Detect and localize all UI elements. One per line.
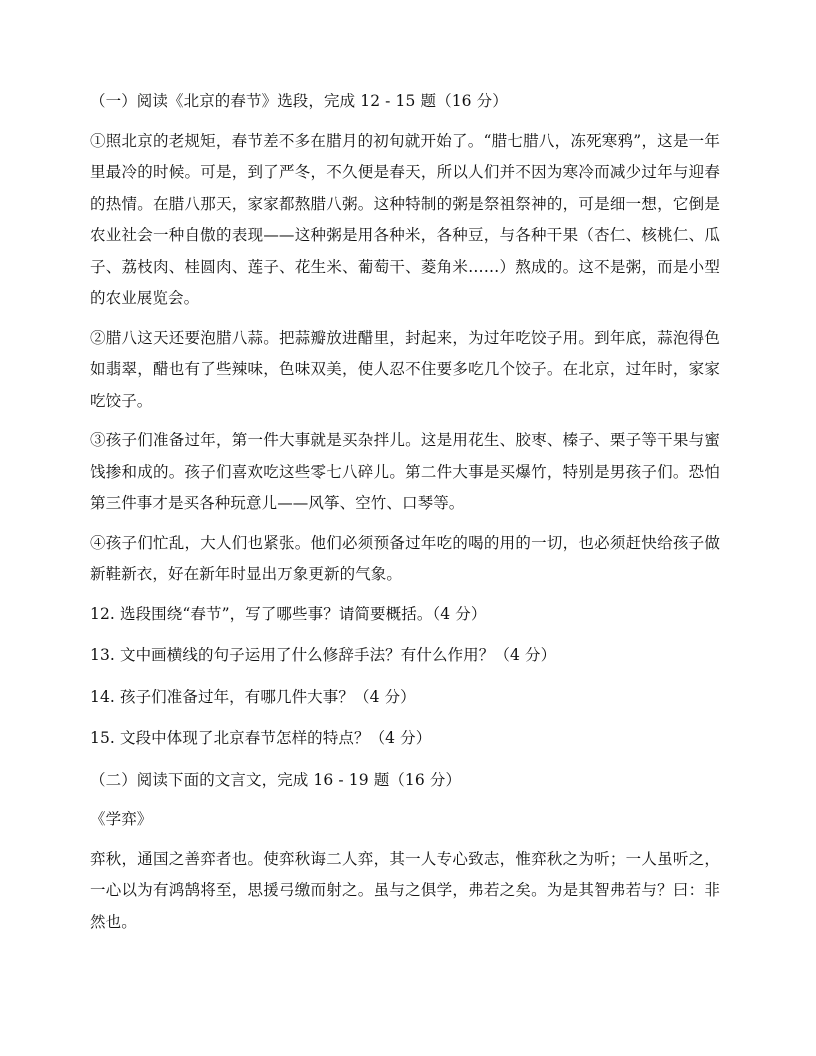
paragraph-1: ①照北京的老规矩，春节差不多在腊月的初旬就开始了。“腊七腊八，冻死寒鸦”，这是一年里最冷的时候。可是，到了严冬，不久便是春天，所以人们并不因为寒冷而减少过年与迎春的热情。在腊八那天，家家都熬腊八粥。这种特制的粥是祭祖祭神的，可是细一想，它倒是农业社会一种自傲的表现——这种粥是用各种米，各种豆，与各种干果（杏仁、核桃仁、瓜子、荔枝肉、桂圆肉、莲子、花生米、葡萄干、菱角米……）熬成的。这不是粥，而是小型的农业展览会。	[90, 131, 720, 307]
paragraph-3: ③孩子们准备过年，第一件大事就是买杂拌儿。这是用花生、胶枣、榛子、栗子等干果与蜜饯掺和成的。孩子们喜欢吃这些零七八碎儿。第二件大事是买爆竹，特别是男孩子们。恐怕第三件事才是买各种玩意儿——风筝、空竹、口琴等。	[90, 431, 720, 512]
section-1-heading: （一）阅读《北京的春节》选段，完成 12 - 15 题（16 分）	[90, 92, 508, 110]
classical-text-title: 《学弈》	[90, 810, 153, 828]
question-12: 12. 选段围绕“春节”，写了哪些事？请简要概括。（4 分）	[90, 604, 487, 623]
section-2-heading: （二）阅读下面的文言文，完成 16 - 19 题（16 分）	[90, 770, 462, 789]
paragraph-4: ④孩子们忙乱，大人们也紧张。他们必须预备过年吃的喝的用的一切，也必须赶快给孩子做新鞋新衣，好在新年时显出万象更新的气象。	[90, 533, 720, 583]
question-15: 15. 文段中体现了北京春节怎样的特点？（4 分）	[90, 729, 432, 747]
classical-text-paragraph: 弈秋，通国之善弈者也。使弈秋诲二人弈，其一人专心致志，惟弈秋之为听；一人虽听之，一心以为有鸿鹄将至，思援弓缴而射之。虽与之俱学，弗若之矣。为是其智弗若与？曰：非然也。	[90, 849, 720, 931]
document-page	[90, 86, 720, 946]
paragraph-2: ②腊八这天还要泡腊八蒜。把蒜瓣放进醋里，封起来，为过年吃饺子用。到年底，蒜泡得色如翡翠，醋也有了些辣味，色味双美，使人忍不住要多吃几个饺子。在北京，过年时，家家吃饺子。	[90, 328, 720, 410]
question-13: 13. 文中画横线的句子运用了什么修辞手法？有什么作用？（4 分）	[90, 646, 557, 664]
question-14: 14. 孩子们准备过年，有哪几件大事？（4 分）	[90, 687, 416, 706]
